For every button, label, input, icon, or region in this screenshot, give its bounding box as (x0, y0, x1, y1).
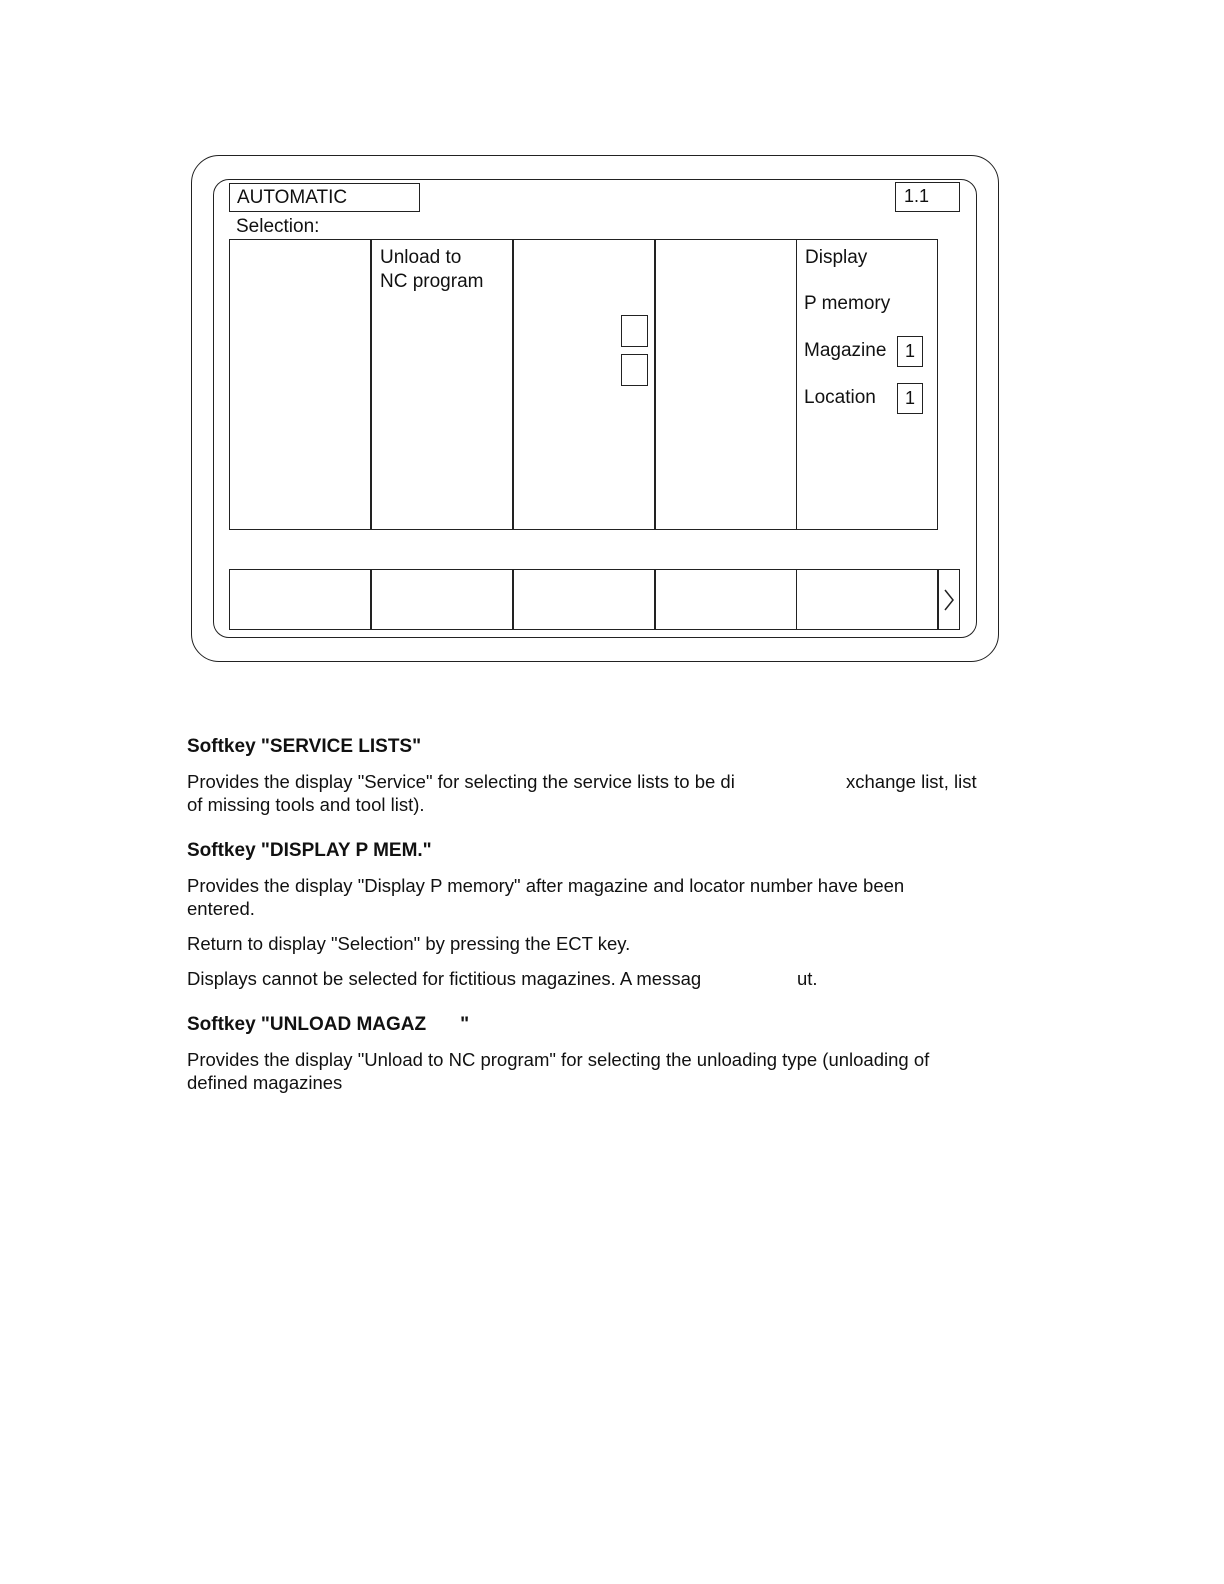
indicator-square-upper (621, 315, 648, 347)
text-line: Provides the display "Service" for selecting the service lists to be di (187, 771, 735, 792)
text-line: Provides the display "Display P memory" after magazine and locator number have been (187, 875, 905, 896)
horizontal-softkey-4[interactable] (655, 569, 797, 630)
section-heading-service-lists: Softkey "SERVICE LISTS" (187, 736, 422, 757)
text-fragment: xchange list, list (846, 771, 977, 792)
vertical-softkey-unload-nc-program[interactable] (371, 239, 513, 530)
softkey-label-line1: Unload to (380, 247, 462, 268)
magazine-label: Magazine (804, 340, 887, 361)
indicator-square-lower (621, 354, 648, 386)
softkey-label-line2: NC program (380, 271, 484, 292)
softkey-label: Display (805, 247, 868, 268)
next-softkey-bar-button[interactable] (938, 569, 960, 630)
paragraph-service-lists (187, 770, 987, 816)
section-heading-unload-magazine (187, 1014, 469, 1036)
operating-mode-field: AUTOMATIC (229, 183, 420, 212)
heading-text: Softkey "UNLOAD MAGAZ (187, 1014, 427, 1035)
text-line: Displays cannot be selected for fictitious magazines. A messag (187, 968, 702, 989)
location-input[interactable]: 1 (897, 383, 923, 414)
text-line: entered. (187, 898, 255, 919)
text-fragment: ut. (797, 968, 818, 989)
section-heading-display-p-mem: Softkey "DISPLAY P MEM." (187, 840, 432, 861)
horizontal-softkey-5[interactable] (796, 569, 938, 630)
text-line: Provides the display "Unload to NC program" for selecting the unloading type (unloading of (187, 1049, 930, 1070)
location-label: Location (804, 387, 876, 408)
paragraph-display-p-mem (187, 874, 987, 920)
text-line: of missing tools and tool list). (187, 794, 425, 815)
horizontal-softkey-2[interactable] (371, 569, 513, 630)
paragraph-fictitious-magazines (187, 967, 987, 990)
horizontal-softkey-1[interactable] (229, 569, 371, 630)
paragraph-unload-magazine (187, 1048, 987, 1094)
selection-label: Selection: (236, 216, 320, 237)
paragraph-return-selection: Return to display "Selection" by pressing the ECT key. (187, 933, 631, 954)
channel-field: 1.1 (895, 182, 960, 212)
vertical-softkey-1[interactable] (229, 239, 371, 530)
vertical-softkey-4[interactable] (655, 239, 797, 530)
chevron-right-icon (943, 588, 955, 612)
text-line: defined magazines (187, 1072, 343, 1093)
heading-tail: " (460, 1014, 470, 1035)
horizontal-softkey-3[interactable] (513, 569, 655, 630)
p-memory-label: P memory (804, 293, 891, 314)
magazine-input[interactable]: 1 (897, 336, 923, 367)
